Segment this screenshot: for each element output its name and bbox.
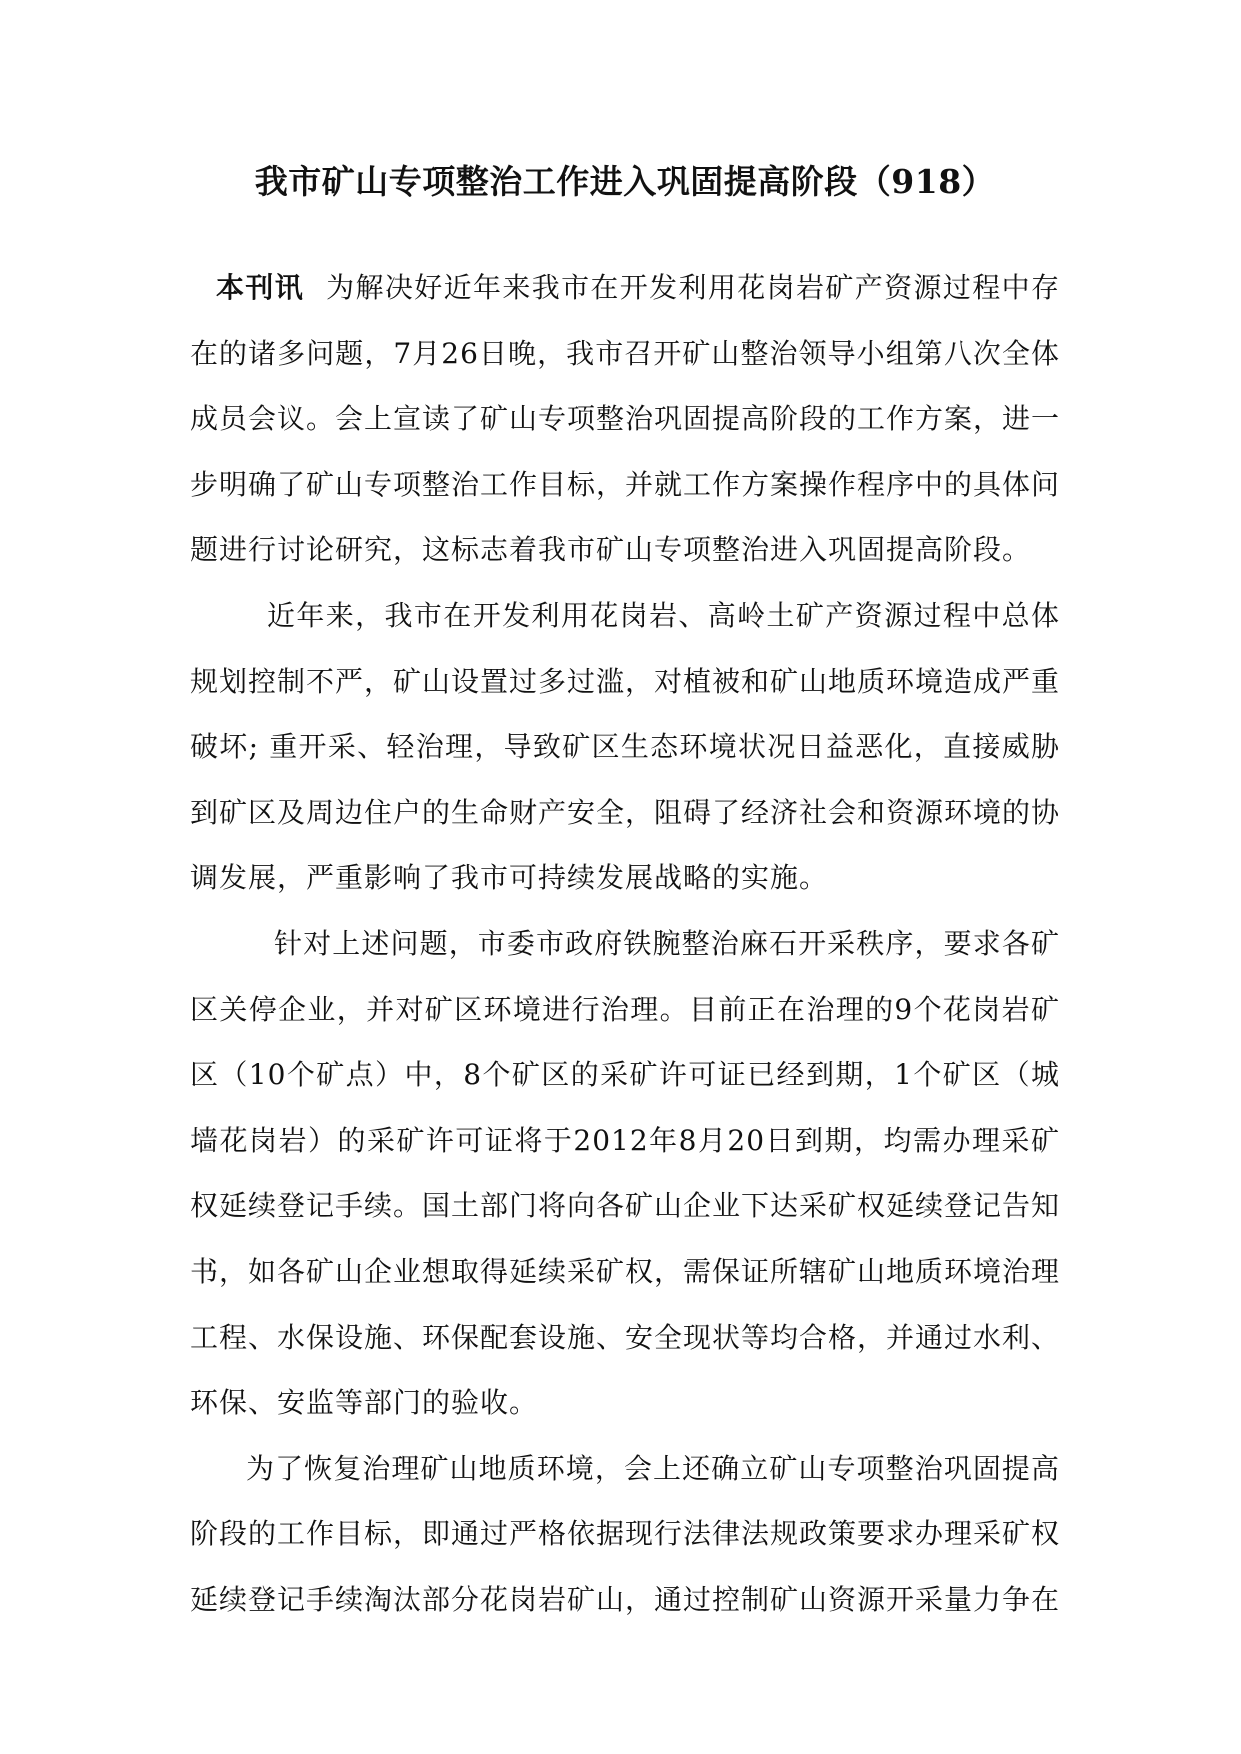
article-title: 我市矿山专项整治工作进入巩固提高阶段（918） xyxy=(254,162,996,201)
paragraph-4: 为了恢复治理矿山地质环境，会上还确立矿山专项整治巩固提高阶段的工作目标，即通过严格依据现行法律法规政策要求办理采矿权延续登记手续淘汰部分花岗岩矿山，通过控制矿山资源开采量力争在 xyxy=(190,1451,1061,1616)
article-body xyxy=(190,255,1060,1632)
paragraph-1 xyxy=(190,255,1060,583)
paragraph-2: 近年来，我市在开发利用花岗岩、高岭土矿产资源过程中总体规划控制不严，矿山设置过多过滥，对植被和矿山地质环境造成严重破坏; 重开采、轻治理，导致矿区生态环境状况日益恶化，直接威胁到矿区及周边住户的生命财产安全，阻碍了经济社会和资源环境的协调发展，严重影响了我市可持续发展战略的实施。 xyxy=(190,598,1061,895)
paragraph-3: 针对上述问题，市委市政府铁腕整治麻石开采秩序，要求各矿区关停企业，并对矿区环境进行治理。目前正在治理的9个花岗岩矿区（10个矿点）中，8个矿区的采矿许可证已经到期，1个矿区（城墙花岗岩）的采矿许可证将于2012年8月20日到期，均需办理采矿权延续登记手续。国土部门将向各矿山企业下达采矿权延续登记告知书，如各矿山企业想取得延续采矿权，需保证所辖矿山地质环境治理工程、水保设施、环保配套设施、安全现状等均合格，并通过水利、环保、安监等部门的验收。 xyxy=(190,926,1061,1420)
lead-label: 本刊讯 xyxy=(216,271,305,304)
paragraph-1-text: 为解决好近年来我市在开发利用花岗岩矿产资源过程中存在的诸多问题，7月26日晚，我市召开矿山整治领导小组第八次全体成员会议。会上宣读了矿山专项整治巩固提高阶段的工作方案，进一步明确了矿山专项整治工作目标，并就工作方案操作程序中的具体问题进行讨论研究，这标志着我市矿山专项整治进入巩固提高阶段。 xyxy=(190,271,1061,567)
